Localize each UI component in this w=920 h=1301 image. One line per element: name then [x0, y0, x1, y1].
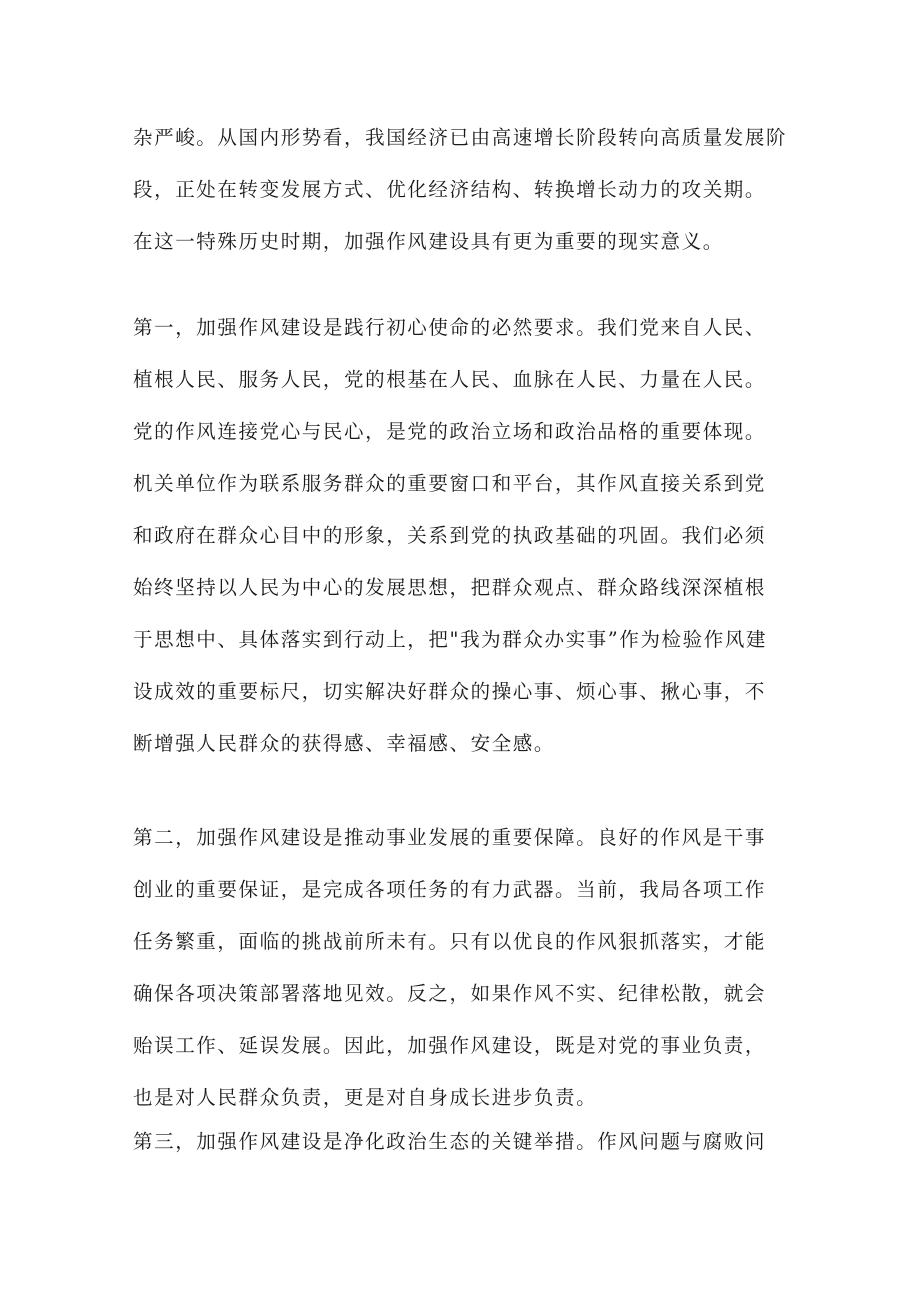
paragraph-point-three	[133, 1116, 793, 1168]
text-line: 段，正处在转变发展方式、优化经济结构、转换增长动力的攻关期。	[133, 178, 767, 201]
text-line: 创业的重要保证，是完成各项任务的有力武器。当前，我局各项工作	[133, 878, 767, 901]
text-line: 于思想中、具体落实到行动上，把"我为群众办实事”作为检验作风建	[133, 628, 768, 651]
text-line: 设成效的重要标尺，切实解决好群众的操心事、烦心事、揪心事，不	[133, 680, 767, 703]
text-line: 第三，加强作风建设是净化政治生态的关键举措。作风问题与腐败问	[133, 1130, 767, 1153]
text-line: 贻误工作、延误发展。因此，加强作风建设，既是对党的事业负责，	[133, 1034, 767, 1057]
text-line: 第一，加强作风建设是践行初心使命的必然要求。我们党来自人民、	[133, 316, 767, 339]
paragraph-point-two	[133, 812, 793, 1124]
text-line: 始终坚持以人民为中心的发展思想，把群众观点、群众路线深深植根	[133, 576, 767, 599]
text-line: 和政府在群众心目中的形象，关系到党的执政基础的巩固。我们必须	[133, 524, 767, 547]
paragraph-intro-continuation	[133, 112, 793, 268]
text-line: 机关单位作为联系服务群众的重要窗口和平台，其作风直接关系到党	[133, 472, 767, 495]
text-line: 第二，加强作风建设是推动事业发展的重要保障。良好的作风是干事	[133, 826, 767, 849]
text-line: 杂严峻。从国内形势看，我国经济已由高速增长阶段转向高质量发展阶	[133, 126, 788, 149]
text-line: 断增强人民群众的获得感、幸福感、安全感。	[133, 732, 556, 755]
text-line: 确保各项决策部署落地见效。反之，如果作风不实、纪律松散，就会	[133, 982, 767, 1005]
text-line: 也是对人民群众负责，更是对自身成长进步负责。	[133, 1086, 598, 1109]
text-line: 党的作风连接党心与民心，是党的政治立场和政治品格的重要体现。	[133, 420, 767, 443]
text-line: 植根人民、服务人民，党的根基在人民、血脉在人民、力量在人民。	[133, 368, 767, 391]
text-line: 任务繁重，面临的挑战前所未有。只有以优良的作风狠抓落实，才能	[133, 930, 767, 953]
text-line: 在这一特殊历史时期，加强作风建设具有更为重要的现实意义。	[133, 230, 724, 253]
paragraph-point-one	[133, 302, 793, 770]
